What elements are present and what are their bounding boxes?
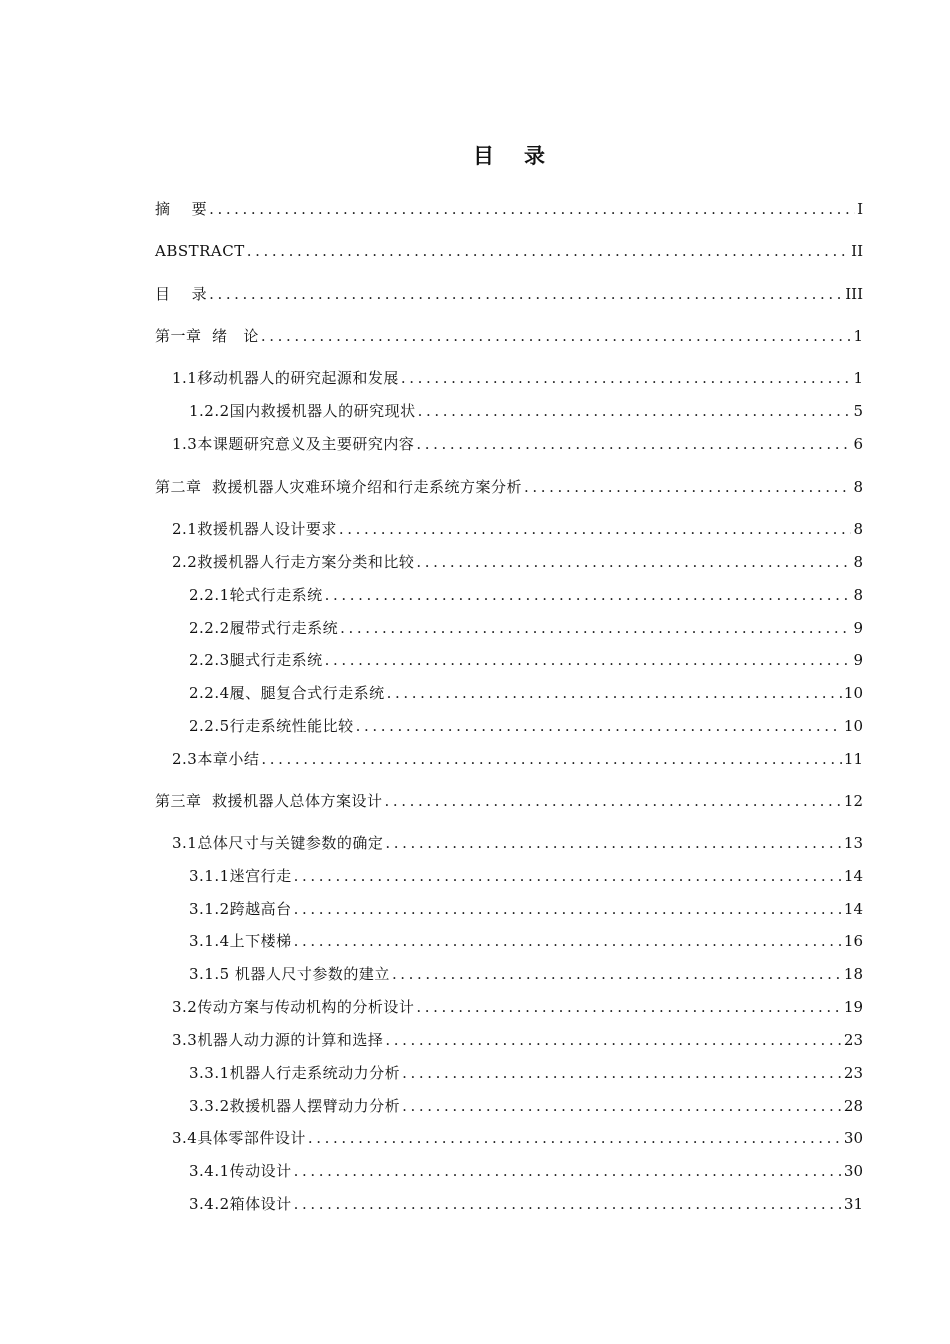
toc-leader-dots bbox=[323, 650, 852, 670]
toc-entry-page: 23 bbox=[843, 1031, 863, 1049]
toc-entry-3-3-1[interactable] bbox=[189, 1061, 863, 1083]
toc-leader-dots bbox=[399, 368, 852, 388]
toc-entry-page: 28 bbox=[843, 1097, 863, 1115]
toc-leader-dots bbox=[400, 1096, 842, 1116]
toc-entry-2-2[interactable] bbox=[172, 550, 863, 572]
toc-entry-label: 2.2.3腿式行走系统 bbox=[189, 651, 323, 669]
toc-entry-label: 3.2传动方案与传动机构的分析设计 bbox=[172, 998, 415, 1016]
toc-leader-dots bbox=[414, 434, 851, 454]
toc-entry-page: 8 bbox=[853, 478, 863, 496]
toc-entry-label: 3.1.5 机器人尺寸参数的建立 bbox=[189, 965, 390, 983]
toc-entry-page: 19 bbox=[843, 998, 863, 1016]
toc-entry-2-2-4[interactable] bbox=[189, 681, 863, 703]
toc-entry-page: 5 bbox=[853, 402, 863, 420]
toc-entry-label: 3.1总体尺寸与关键参数的确定 bbox=[172, 834, 384, 852]
toc-entry-label: 第一章 绪 论 bbox=[155, 327, 259, 345]
toc-leader-dots bbox=[259, 326, 852, 346]
toc-leader-dots bbox=[522, 477, 851, 497]
toc-entry-3-2[interactable] bbox=[172, 995, 863, 1017]
toc-entry-label: 2.2.2履带式行走系统 bbox=[189, 619, 339, 637]
toc-entry-label: 第二章 救援机器人灾难环境介绍和行走系统方案分析 bbox=[155, 478, 523, 496]
toc-entry-label: 3.3.1机器人行走系统动力分析 bbox=[189, 1064, 401, 1082]
toc-entry-page: 1 bbox=[853, 369, 863, 387]
toc-entry-abstract-cn[interactable] bbox=[155, 197, 863, 219]
toc-entry-label: 2.2.1轮式行走系统 bbox=[189, 586, 323, 604]
toc-entry-2-2-1[interactable] bbox=[189, 583, 863, 605]
toc-entry-1-3[interactable] bbox=[172, 432, 863, 454]
toc-leader-dots bbox=[306, 1128, 842, 1148]
toc-entry-page: 12 bbox=[843, 792, 863, 810]
toc-entry-2-2-3[interactable] bbox=[189, 648, 863, 670]
toc-leader-dots bbox=[354, 716, 842, 736]
toc-leader-dots bbox=[259, 749, 842, 769]
toc-entry-contents[interactable] bbox=[155, 282, 863, 304]
toc-entry-label: 第三章 救援机器人总体方案设计 bbox=[155, 792, 383, 810]
toc-entry-label: 3.1.4上下楼梯 bbox=[189, 932, 292, 950]
toc-leader-dots bbox=[383, 1030, 842, 1050]
toc-leader-dots bbox=[338, 618, 851, 638]
toc-entry-label: 2.2.5行走系统性能比较 bbox=[189, 717, 354, 735]
toc-entry-page: 8 bbox=[853, 520, 863, 538]
toc-leader-dots bbox=[292, 1194, 842, 1214]
toc-entry-page: 18 bbox=[843, 965, 863, 983]
toc-leader-dots bbox=[245, 241, 849, 261]
toc-entry-2-3[interactable] bbox=[172, 747, 863, 769]
toc-entry-3-1-4[interactable] bbox=[189, 929, 863, 951]
toc-entry-page: 9 bbox=[853, 619, 863, 637]
toc-entry-page: 13 bbox=[843, 834, 863, 852]
toc-entry-page: 8 bbox=[853, 586, 863, 604]
toc-leader-dots bbox=[207, 284, 843, 304]
toc-entry-3-3[interactable] bbox=[172, 1028, 863, 1050]
toc-leader-dots bbox=[383, 833, 842, 853]
toc-entry-label: 3.4具体零部件设计 bbox=[172, 1129, 306, 1147]
toc-entry-label: 1.2.2国内救援机器人的研究现状 bbox=[189, 402, 416, 420]
toc-entry-2-2-2[interactable] bbox=[189, 616, 863, 638]
toc-entry-label: 2.2.4履、腿复合式行走系统 bbox=[189, 684, 385, 702]
toc-leader-dots bbox=[383, 791, 842, 811]
toc-leader-dots bbox=[292, 899, 842, 919]
toc-entry-label: ABSTRACT bbox=[155, 242, 245, 260]
toc-entry-label: 3.4.2箱体设计 bbox=[189, 1195, 292, 1213]
toc-entry-label: 目 录 bbox=[155, 285, 208, 303]
toc-entry-page: I bbox=[857, 200, 863, 218]
toc-entry-page: 6 bbox=[853, 435, 863, 453]
toc-entry-page: 31 bbox=[843, 1195, 863, 1213]
toc-entry-abstract-en[interactable] bbox=[155, 239, 863, 261]
toc-entry-3-1-1[interactable] bbox=[189, 864, 863, 886]
toc-leader-dots bbox=[292, 866, 842, 886]
toc-leader-dots bbox=[400, 1063, 842, 1083]
toc-entry-page: 9 bbox=[853, 651, 863, 669]
toc-entry-label: 3.3.2救援机器人摆臂动力分析 bbox=[189, 1097, 401, 1115]
toc-entry-chapter-1[interactable] bbox=[155, 324, 863, 346]
toc-entry-3-3-2[interactable] bbox=[189, 1094, 863, 1116]
toc-entry-chapter-3[interactable] bbox=[155, 789, 863, 811]
toc-entry-label: 2.2救援机器人行走方案分类和比较 bbox=[172, 553, 415, 571]
toc-leader-dots bbox=[292, 1161, 842, 1181]
toc-entry-page: 8 bbox=[853, 553, 863, 571]
toc-leader-dots bbox=[416, 401, 852, 421]
toc-entry-label: 3.4.1传动设计 bbox=[189, 1162, 292, 1180]
toc-entry-page: II bbox=[851, 242, 863, 260]
toc-leader-dots bbox=[207, 199, 855, 219]
toc-entry-2-2-5[interactable] bbox=[189, 714, 863, 736]
toc-entry-label: 3.1.1迷宫行走 bbox=[189, 867, 292, 885]
toc-entry-page: 1 bbox=[853, 327, 863, 345]
toc-entry-page: 16 bbox=[843, 932, 863, 950]
toc-entry-3-1-2[interactable] bbox=[189, 897, 863, 919]
toc-leader-dots bbox=[385, 683, 842, 703]
toc-leader-dots bbox=[323, 585, 852, 605]
toc-entry-1-1[interactable] bbox=[172, 366, 863, 388]
toc-leader-dots bbox=[337, 519, 852, 539]
toc-entry-2-1[interactable] bbox=[172, 517, 863, 539]
toc-leader-dots bbox=[414, 997, 842, 1017]
toc-title-second-char: 录 bbox=[524, 143, 547, 168]
toc-entry-label: 2.1救援机器人设计要求 bbox=[172, 520, 337, 538]
toc-entry-label: 3.3机器人动力源的计算和选择 bbox=[172, 1031, 384, 1049]
toc-entry-page: 30 bbox=[843, 1162, 863, 1180]
toc-entry-3-4-2[interactable] bbox=[189, 1192, 863, 1214]
toc-entry-page: 30 bbox=[843, 1129, 863, 1147]
toc-entry-page: 23 bbox=[843, 1064, 863, 1082]
toc-entry-page: III bbox=[845, 285, 863, 303]
toc-leader-dots bbox=[292, 931, 842, 951]
toc-entry-label: 3.1.2跨越高台 bbox=[189, 900, 292, 918]
toc-entry-label: 2.3本章小结 bbox=[172, 750, 260, 768]
toc-entry-3-4-1[interactable] bbox=[189, 1159, 863, 1181]
toc-entry-chapter-2[interactable] bbox=[155, 475, 863, 497]
toc-entry-1-2-2[interactable] bbox=[189, 399, 863, 421]
toc-entry-page: 10 bbox=[843, 684, 863, 702]
toc-entry-3-4[interactable] bbox=[172, 1126, 863, 1148]
toc-entry-page: 10 bbox=[843, 717, 863, 735]
toc-entry-3-1-5[interactable] bbox=[189, 962, 863, 984]
toc-leader-dots bbox=[414, 552, 851, 572]
toc-entry-label: 1.1移动机器人的研究起源和发展 bbox=[172, 369, 399, 387]
toc-title bbox=[0, 140, 950, 170]
toc-entry-label: 1.3本课题研究意义及主要研究内容 bbox=[172, 435, 415, 453]
toc-entry-label: 摘 要 bbox=[155, 200, 208, 218]
toc-entry-page: 14 bbox=[843, 900, 863, 918]
toc-entry-page: 11 bbox=[843, 750, 863, 768]
toc-title-first-char: 目 bbox=[473, 143, 496, 168]
toc-entry-3-1[interactable] bbox=[172, 831, 863, 853]
toc-leader-dots bbox=[390, 964, 842, 984]
toc-entry-page: 14 bbox=[843, 867, 863, 885]
